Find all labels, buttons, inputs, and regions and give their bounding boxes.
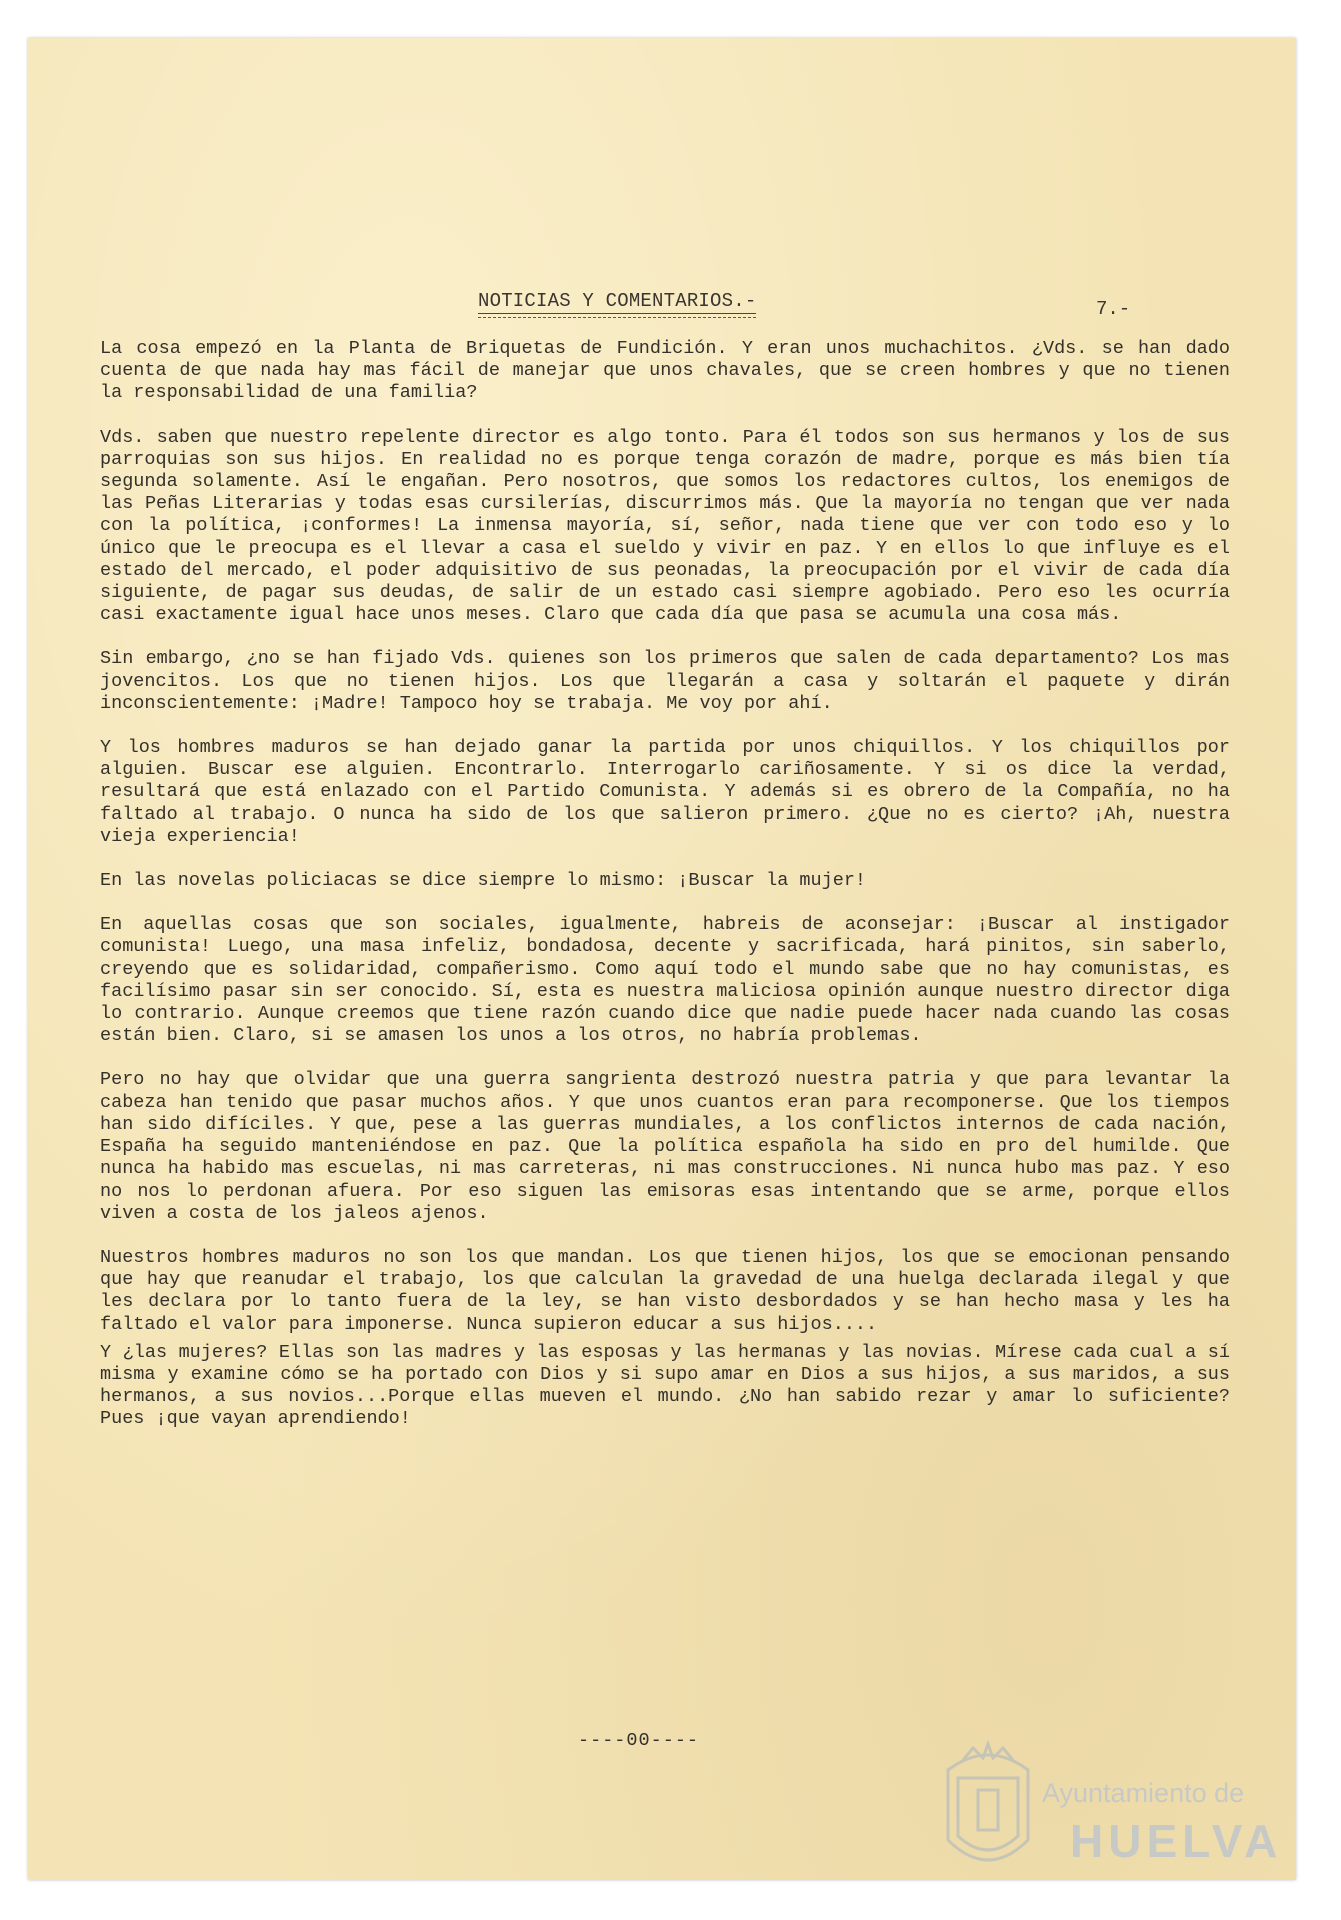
document-heading: NOTICIAS Y COMENTARIOS.- — [478, 290, 757, 312]
paragraph-3: Sin embargo, ¿no se han fijado Vds. quienes son los primeros que salen de cada departamento? Los mas jovencitos. Los que no tienen hijos. Los que llegarán a casa y soltarán el paquete y dirán inconscientemente: ¡Madre! Tampoco hoy se trabaja. Me voy por ahí. — [100, 648, 1230, 714]
paragraph-5: En las novelas policiacas se dice siempre lo mismo: ¡Buscar la mujer! — [100, 870, 867, 892]
paragraph-6: En aquellas cosas que son sociales, igualmente, habreis de aconsejar: ¡Buscar al instigador comunista! Luego, una masa infeliz, bondadosa, decente y sacrificada, hará pinitos, sin saberlo, creyendo que es solidaridad, compañerismo. Como aquí todo el mundo sabe que no hay comunistas, es facilísimo pasar sin ser conocido. Sí, esta es nuestra maliciosa opinión aunque nuestro director diga lo contrario. Aunque creemos que tiene razón cuando dice que nadie puede hacer nada cuando las cosas están bien. Claro, si se amasen los unos a los otros, no habría problemas. — [100, 914, 1230, 1047]
paragraph-8: Nuestros hombres maduros no son los que mandan. Los que tienen hijos, los que se emocionan pensando que hay que reanudar el trabajo, los que calculan la gravedad de una huelga declarada ilegal y que les declara por lo tanto fuera de la ley, se han visto desbordados y se han hecho masa y les ha faltado el valor para imponerse. Nunca supieron educar a sus hijos.... — [100, 1246, 1230, 1335]
document-sheet — [28, 38, 1296, 1880]
page-number: 7.- — [1096, 298, 1131, 320]
closing-mark: ----00---- — [578, 1730, 700, 1751]
city-crest-icon — [928, 1730, 1048, 1890]
watermark-line-1: Ayuntamiento de — [1042, 1778, 1245, 1808]
paragraph-7: Pero no hay que olvidar que una guerra sangrienta destrozó nuestra patria y que para levantar la cabeza han tenido que pasar muchos años. Y que unos cuantos eran para recomponerse. Que los tiempos han sido difíciles. Y que, pese a las guerras mundiales, a los conflictos internos de cada nación, España ha seguido manteniéndose en paz. Que la política española ha sido en pro del humilde. Que nunca ha habido mas escuelas, ni mas carreteras, ni mas construcciones. Ni nunca hubo mas paz. Y eso no nos lo perdonan afuera. Por eso siguen las emisoras esas intentando que se arme, porque ellos viven a costa de los jaleos ajenos. — [100, 1069, 1230, 1224]
document-body — [100, 338, 1230, 1453]
paragraph-2: Vds. saben que nuestro repelente director es algo tonto. Para él todos son sus hermanos y los de sus parroquias son sus hijos. En realidad no es porque tenga corazón de madre, porque es más bien tía segunda solamente. Así le engañan. Pero nosotros, que somos los redactores cultos, los enemigos de las Peñas Literarias y todas esas cursilerías, discurrimos más. Que la mayoría no tengan que ver nada con la política, ¡conformes! La inmensa mayoría, sí, señor, nada tiene que ver con todo eso y lo único que le preocupa es el llevar a casa el sueldo y vivir en paz. Y en ellos lo que influye es el estado del mercado, el poder adquisitivo de sus peonadas, la preocupación por el vivir de cada día siguiente, de pagar sus deudas, de salir de un estado casi siempre agobiado. Pero eso les ocurría casi exactamente igual hace unos meses. Claro que cada día que pasa se acumula una cosa más. — [100, 426, 1230, 626]
watermark-line-2: HUELVA — [1070, 1815, 1283, 1867]
paragraph-4: Y los hombres maduros se han dejado ganar la partida por unos chiquillos. Y los chiquillos por alguien. Buscar ese alguien. Encontrarlo. Interrogarlo cariñosamente. Y si os dice la verdad, resultará que está enlazado con el Partido Comunista. Y además si es obrero de la Compañía, no ha faltado al trabajo. O nunca ha sido de los que salieron primero. ¿Que no es cierto? ¡Ah, nuestra vieja experiencia! — [100, 737, 1230, 847]
paragraph-1: La cosa empezó en la Planta de Briquetas de Fundición. Y eran unos muchachitos. ¿Vds. se han dado cuenta de que nada hay mas fácil de manejar que unos chavales, que se creen hombres y que no tienen la responsabilidad de una familia? — [100, 338, 1230, 404]
paragraph-9: Y ¿las mujeres? Ellas son las madres y las esposas y las hermanas y las novias. Mírese cada cual a sí misma y examine cómo se ha portado con Dios y si supo amar en Dios a sus hijos, a sus maridos, a sus hermanos, a sus novios...Porque ellas mueven el mundo. ¿No han sabido rezar y amar lo suficiente? Pues ¡que vayan aprendiendo! — [100, 1341, 1230, 1430]
